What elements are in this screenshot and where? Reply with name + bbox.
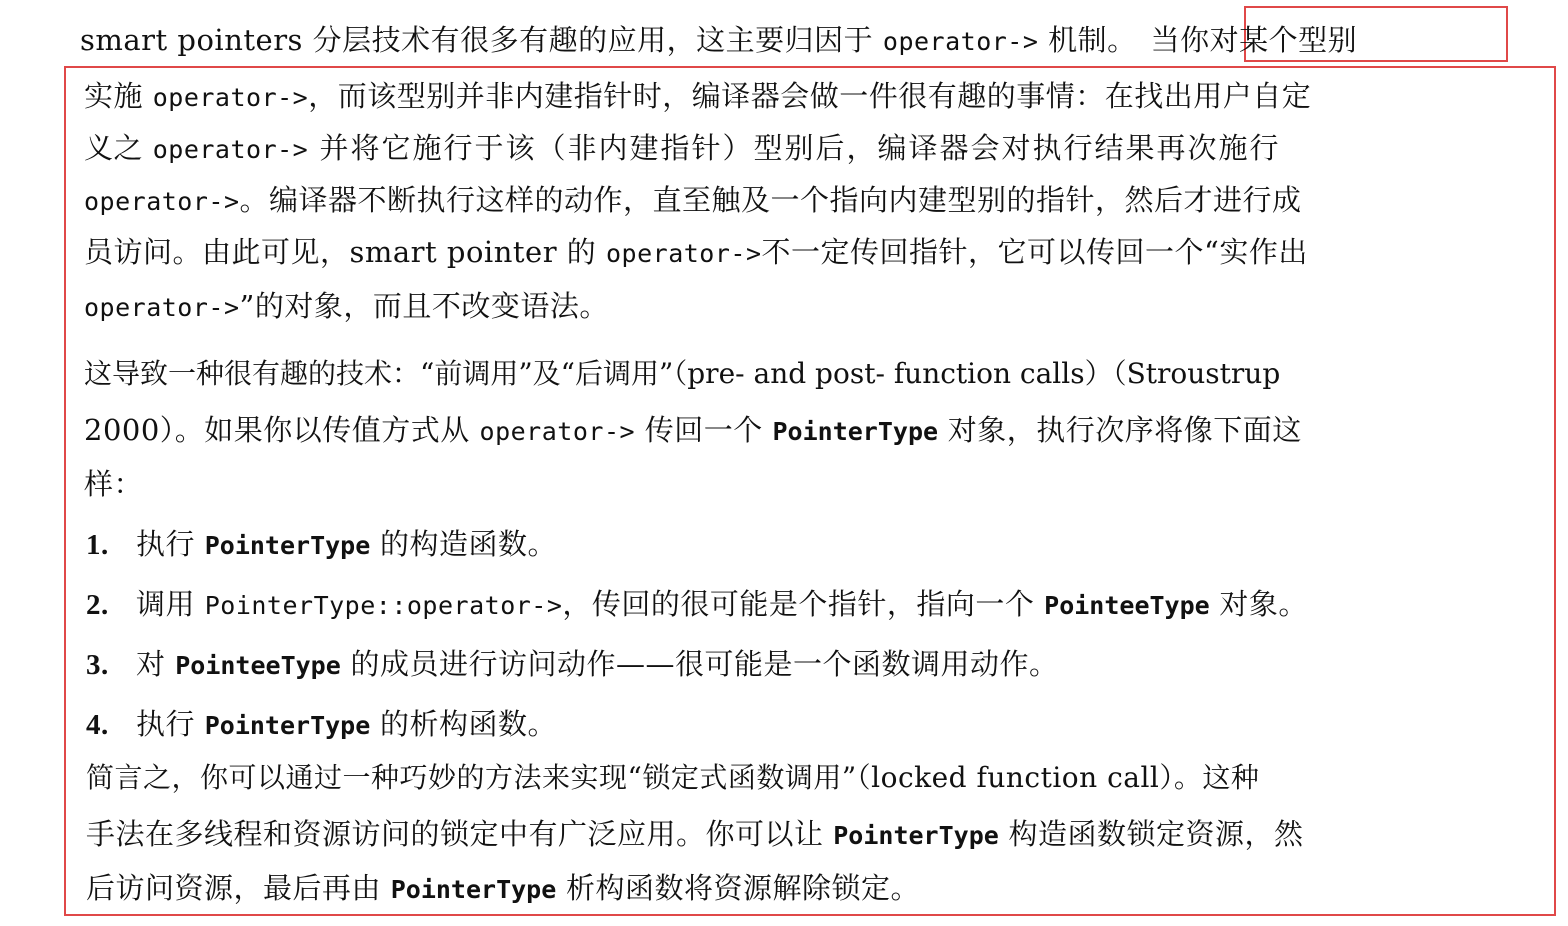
p2-line2-text-b: 传回一个 — [635, 413, 773, 447]
p2-line2-text-c: 对象，执行次序将像下面这 — [938, 413, 1302, 447]
list-item-3-text: 对 — [136, 647, 176, 681]
p1-line4-text-b: 。编译器不断执行这样的动作，直至触及一个指向内建型别的指针，然后才进行成 — [239, 183, 1302, 217]
list-item-2-code2: PointeeType — [1044, 591, 1210, 620]
p2-line1 — [84, 356, 1280, 392]
p1-line3-text: 义之 — [84, 131, 153, 165]
p1-line4 — [84, 182, 1302, 220]
p1-line2 — [84, 78, 1311, 116]
list-item-3-code: PointeeType — [175, 651, 341, 680]
list-item-1-num: 1. — [86, 529, 109, 561]
p1-line2-code: operator-> — [152, 83, 309, 112]
p1-line1 — [80, 22, 1357, 60]
list-item-2 — [86, 586, 1308, 624]
p1-line5 — [84, 234, 1308, 272]
list-item-2-text: 调用 — [136, 587, 205, 621]
list-item-4-code: PointerType — [204, 711, 371, 740]
p1-line2-text: 实施 — [84, 79, 153, 113]
p3-line2-text: 手法在多线程和资源访问的锁定中有广泛应用。你可以让 — [86, 817, 834, 851]
list-item-1-text-b: 的构造函数。 — [370, 527, 558, 561]
p1-line4-code: operator-> — [84, 187, 240, 216]
p2-line1-text: 这导致一种很有趣的技术：“前调用”及“后调用”（pre- and post- function calls）（Stroustrup — [84, 357, 1281, 390]
p1-line6-code: operator-> — [84, 293, 240, 322]
p3-line3-text: 后访问资源，最后再由 — [86, 871, 391, 905]
p1-line5-text-b: 不一定传回指针，它可以传回一个“实作出 — [761, 235, 1308, 269]
p2-line2-code: operator-> — [479, 417, 636, 446]
p3-line3-code: PointerType — [390, 875, 557, 904]
p3-line3 — [86, 870, 920, 908]
p3-line1 — [86, 760, 1259, 796]
p1-line3 — [84, 130, 1280, 168]
p1-line1-code: operator-> — [882, 27, 1039, 56]
p1-line1-text-b: 机制。 — [1038, 23, 1137, 57]
list-item-2-code: PointerType::operator-> — [204, 591, 563, 620]
p2-line2-text: 2000）。如果你以传值方式从 — [84, 413, 480, 447]
p1-line1-text: smart pointers 分层技术有很多有趣的应用，这主要归因于 — [80, 23, 883, 57]
list-item-1-text: 执行 — [136, 527, 205, 561]
list-item-4-num: 4. — [86, 709, 109, 741]
p1-line1-highlight: 当你对某个型别 — [1150, 23, 1358, 57]
p3-line1-text: 简言之，你可以通过一种巧妙的方法来实现“锁定式函数调用”（locked function call）。这种 — [86, 761, 1260, 794]
list-item-4-text: 执行 — [136, 707, 205, 741]
p3-line2-text-b: 构造函数锁定资源，然 — [998, 817, 1304, 851]
p3-line2 — [86, 816, 1304, 854]
p2-line2-codeb: PointerType — [772, 417, 939, 446]
list-item-2-num: 2. — [86, 589, 109, 621]
list-item-3-num: 3. — [86, 649, 109, 681]
p1-line3-text-b: 并将它施行于该（非内建指针）型别后，编译器会对执行结果再次施行 — [308, 131, 1281, 165]
list-item-2-text-c: 对象。 — [1209, 587, 1308, 621]
p1-line3-code: operator-> — [152, 135, 309, 164]
p1-line6 — [84, 288, 609, 326]
list-item-3-text-b: 的成员进行访问动作——很可能是一个函数调用动作。 — [340, 647, 1059, 681]
p1-line5-code: operator-> — [606, 239, 762, 268]
list-item-1-code: PointerType — [204, 531, 371, 560]
list-item-1 — [86, 526, 557, 564]
p1-line2-text-b: ，而该型别并非内建指针时，编译器会做一件很有趣的事情：在找出用户自定 — [308, 79, 1312, 113]
p3-line2-code: PointerType — [833, 821, 999, 850]
p3-line3-text-b: 析构函数将资源解除锁定。 — [556, 871, 921, 905]
p1-line6-text-b: ”的对象，而且不改变语法。 — [239, 289, 609, 323]
list-item-4-text-b: 的析构函数。 — [370, 707, 558, 741]
p2-line3-text: 样： — [84, 467, 144, 501]
p1-line5-text: 员访问。由此可见，smart pointer 的 — [84, 235, 606, 269]
list-item-4 — [86, 706, 557, 744]
p2-line2 — [84, 412, 1302, 450]
list-item-2-text-b: ，传回的很可能是个指针，指向一个 — [562, 587, 1045, 621]
p2-line3 — [84, 466, 143, 502]
list-item-3 — [86, 646, 1059, 684]
